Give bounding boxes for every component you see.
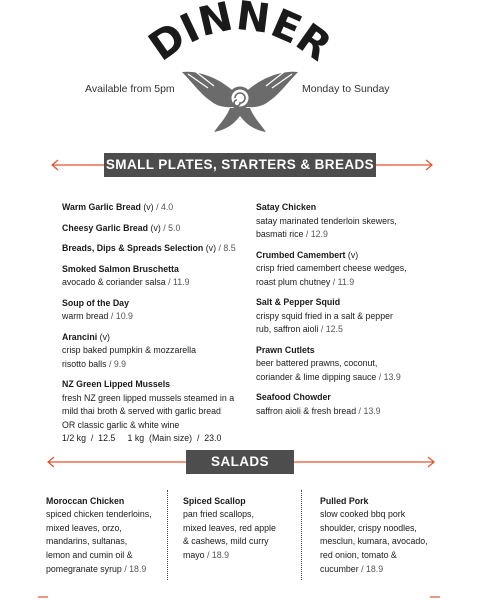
menu-item: Soup of the Day warm bread / 10.9 xyxy=(62,297,252,324)
item-description: satay marinated tenderloin skewers, xyxy=(256,215,397,226)
item-price: 11.9 xyxy=(173,277,190,287)
menu-item: Crumbed Camembert (v) crisp fried camembert cheese wedges, roast plum chutney / 11.9 xyxy=(256,249,426,290)
item-description: spiced chicken tenderloins, xyxy=(46,509,152,519)
menu-item: Salt & Pepper Squid crispy squid fried in a salt & pepper rub, saffron aioli / 12.5 xyxy=(256,296,426,337)
item-description: cucumber xyxy=(320,563,359,574)
item-description: mesclun, kumara, avocado, xyxy=(320,536,428,547)
item-description: beer battered prawns, coconut, xyxy=(256,358,378,368)
item-name: Prawn Cutlets xyxy=(256,344,315,355)
item-description: fresh NZ green lipped mussels steamed in a xyxy=(62,392,235,403)
small-plates-left-column xyxy=(62,201,252,453)
item-description: mayo xyxy=(183,550,205,561)
item-tag: (v) xyxy=(99,331,110,342)
item-name: Soup of the Day xyxy=(62,297,129,308)
item-name: Warm Garlic Bread xyxy=(62,202,141,212)
item-description: slow cooked bbq pork xyxy=(320,509,406,519)
item-description: roast plum chutney xyxy=(256,276,331,287)
item-description: red onion, tomato & xyxy=(320,550,397,561)
menu-item: Satay Chicken satay marinated tenderloin skewers, basmati rice / 12.9 xyxy=(256,201,426,242)
item-description: & cashews, mild curry xyxy=(183,536,269,547)
item-description: risotto balls xyxy=(62,358,107,369)
menu-item: Breads, Dips & Spreads Selection (v) / 8.5 xyxy=(62,243,236,253)
item-price: 18.9 xyxy=(211,550,229,561)
menu-item: Seafood Chowder saffron aioli & fresh bread / 13.9 xyxy=(256,391,426,418)
salad-item: Pulled Pork slow cooked bbq pork shoulder, crispy noodles, mesclun, kumara, avocado, red onion, tomato & cucumber / 18.9 xyxy=(320,494,445,577)
menu-title-text: DINNER xyxy=(140,0,340,71)
menu-item: Cheesy Garlic Bread (v) / 5.0 xyxy=(62,222,181,233)
item-name: Cheesy Garlic Bread xyxy=(62,222,149,233)
salad-item: Spiced Scallop pan fried scallops, mixed leaves, red apple & cashews, mild curry mayo / 18.9 xyxy=(183,494,308,563)
item-price: 11.9 xyxy=(337,276,355,287)
item-description: crispy squid fried in a salt & pepper xyxy=(256,310,393,321)
item-description: basmati rice xyxy=(256,229,304,239)
salads-heading: SALADS xyxy=(186,450,294,474)
item-description: crisp baked pumpkin & mozzarella xyxy=(62,345,196,355)
days-text: Monday to Sunday xyxy=(302,83,390,95)
item-name: NZ Green Lipped Mussels xyxy=(62,379,171,389)
item-name: Salt & Pepper Squid xyxy=(256,297,341,307)
small-plates-heading: SMALL PLATES, STARTERS & BREADS xyxy=(104,153,376,177)
item-price: 12.9 xyxy=(310,229,328,239)
item-description: crisp fried camembert cheese wedges, xyxy=(256,263,407,273)
item-price: 18.9 xyxy=(129,563,147,574)
item-price: 13.9 xyxy=(383,371,401,382)
menu-item xyxy=(62,378,252,446)
menu-item: Prawn Cutlets beer battered prawns, coconut, coriander & lime dipping sauce / 13.9 xyxy=(256,344,426,385)
availability-text: Available from 5pm xyxy=(85,83,175,95)
item-description: pan fried scallops, xyxy=(183,509,254,519)
item-name: Spiced Scallop xyxy=(183,496,246,506)
item-description: pomegranate syrup xyxy=(46,563,122,574)
item-name: Arancini xyxy=(62,331,98,342)
item-price: 9.9 xyxy=(113,358,127,369)
item-description: mixed leaves, orzo, xyxy=(46,522,122,533)
item-tag: (v) xyxy=(205,243,217,253)
item-name: Seafood Chowder xyxy=(256,392,331,402)
item-name: Smoked Salmon Bruschetta xyxy=(62,263,179,274)
shell-wings-logo-icon xyxy=(178,58,302,138)
item-name: Crumbed Camembert xyxy=(256,249,346,260)
item-description: warm bread xyxy=(62,311,109,321)
item-description: saffron aioli & fresh bread xyxy=(256,405,357,416)
item-description: lemon and cumin oil & xyxy=(46,550,133,561)
menu-item: Smoked Salmon Bruschetta avocado & coriander salsa / 11.9 xyxy=(62,263,252,290)
item-description: rub, saffron aioli xyxy=(256,324,319,334)
item-tag: (v) xyxy=(143,202,154,212)
item-name: Satay Chicken xyxy=(256,202,317,212)
item-description: shoulder, crispy noodles, xyxy=(320,522,417,533)
item-tag: (v) xyxy=(347,249,359,260)
item-description: coriander & lime dipping sauce xyxy=(256,371,377,382)
salad-item: Moroccan Chicken spiced chicken tenderloins, mixed leaves, orzo, mandarins, sultanas, lemon and cumin oil & pomegranate syrup / 18.9 xyxy=(46,494,171,577)
item-tag: (v) xyxy=(150,222,161,233)
item-description: mixed leaves, red apple xyxy=(183,522,276,533)
item-description: OR classic garlic & white wine xyxy=(62,419,180,430)
menu-item: Warm Garlic Bread (v) / 4.0 xyxy=(62,202,174,212)
item-price: 10.9 xyxy=(115,311,133,321)
item-description: mandarins, sultanas, xyxy=(46,536,128,547)
menu-item: Arancini (v) crisp baked pumpkin & mozzarella risotto balls / 9.9 xyxy=(62,331,252,372)
item-price: 8.5 xyxy=(223,243,236,253)
item-price: 4.0 xyxy=(160,202,174,212)
small-plates-right-column xyxy=(256,201,426,425)
item-name: Breads, Dips & Spreads Selection xyxy=(62,243,204,253)
item-price: 12.5 xyxy=(325,324,343,334)
item-description: avocado & coriander salsa xyxy=(62,277,166,287)
item-price: 5.0 xyxy=(168,222,181,233)
item-description: mild thai broth & served with garlic bread xyxy=(62,406,221,416)
item-name: Moroccan Chicken xyxy=(46,496,125,506)
item-price: 13.9 xyxy=(363,405,381,416)
item-sizes: 1/2 kg / 12.5 1 kg (Main size) / 23.0 xyxy=(62,433,222,443)
item-name: Pulled Pork xyxy=(320,496,369,506)
item-price: 18.9 xyxy=(365,563,384,574)
